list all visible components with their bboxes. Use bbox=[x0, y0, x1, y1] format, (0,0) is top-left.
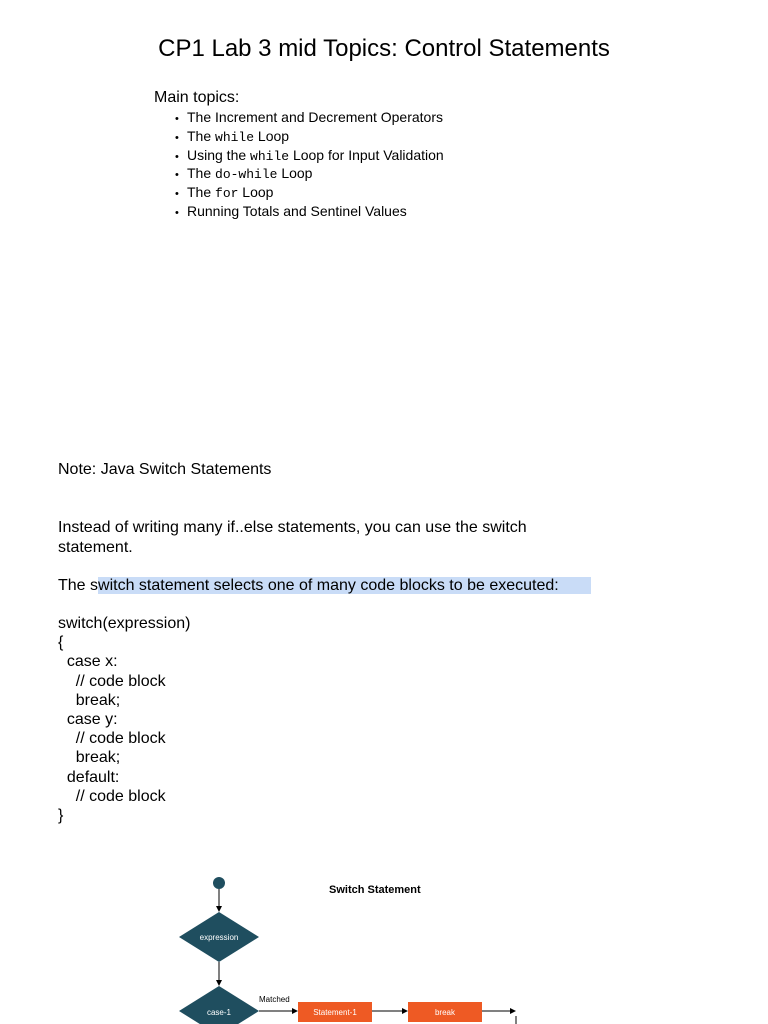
code-line: case x: bbox=[58, 653, 118, 671]
bullet-icon: • bbox=[175, 206, 179, 219]
code-line: case y: bbox=[58, 710, 118, 728]
code-block bbox=[58, 614, 190, 825]
matched-label: Matched bbox=[259, 995, 290, 1004]
arrowhead-icon bbox=[292, 1008, 298, 1014]
code-line: switch(expression) bbox=[58, 615, 191, 632]
arrowhead-icon bbox=[216, 906, 222, 912]
note-sentence: The switch statement selects one of many code blocks to be executed: bbox=[58, 576, 591, 596]
page-title: CP1 Lab 3 mid Topics: Control Statements bbox=[158, 35, 610, 62]
topic-item: • The do-while Loop bbox=[175, 164, 444, 183]
code-line: // code block bbox=[58, 787, 166, 805]
note-heading: Note: Java Switch Statements bbox=[58, 461, 272, 478]
bullet-icon: • bbox=[175, 188, 179, 201]
break-label: break bbox=[434, 1008, 456, 1017]
expression-label: expression bbox=[199, 933, 239, 942]
bullet-icon: • bbox=[175, 169, 179, 182]
topic-item: • The Increment and Decrement Operators bbox=[175, 108, 444, 127]
topic-item: • Using the while Loop for Input Validation bbox=[175, 146, 444, 165]
arrowhead-icon bbox=[216, 980, 222, 986]
topic-item: • The while Loop bbox=[175, 127, 444, 146]
code-line: break; bbox=[58, 691, 121, 709]
topics-heading: Main topics: bbox=[154, 89, 240, 106]
bullet-icon: • bbox=[175, 150, 179, 163]
note-paragraph: Instead of writing many if..else statements, you can use the switch statement. bbox=[58, 519, 527, 556]
code-line: default: bbox=[58, 768, 120, 786]
case-node bbox=[179, 986, 259, 1024]
topics-list bbox=[175, 108, 444, 221]
bullet-icon: • bbox=[175, 131, 179, 144]
topic-item: • The for Loop bbox=[175, 183, 444, 202]
case-label: case-1 bbox=[206, 1008, 232, 1017]
code-keyword: while bbox=[250, 148, 290, 164]
statement-label: Statement-1 bbox=[313, 1008, 357, 1017]
topic-item: • Running Totals and Sentinel Values bbox=[175, 202, 444, 221]
arrowhead-icon bbox=[402, 1008, 408, 1014]
start-node bbox=[213, 877, 225, 889]
code-keyword: for bbox=[215, 186, 239, 202]
highlighted-text[interactable]: witch statement selects one of many code blocks to be executed: bbox=[98, 577, 591, 594]
switch-flowchart bbox=[160, 868, 540, 1024]
arrowhead-icon bbox=[510, 1008, 516, 1014]
code-line: } bbox=[58, 806, 64, 824]
code-line: // code block bbox=[58, 730, 166, 748]
code-line: // code block bbox=[58, 672, 166, 690]
code-keyword: do-while bbox=[215, 167, 278, 183]
code-keyword: while bbox=[215, 129, 255, 145]
code-line: { bbox=[58, 634, 64, 652]
diagram-title: Switch Statement bbox=[329, 884, 421, 896]
code-line: break; bbox=[58, 749, 121, 767]
bullet-icon: • bbox=[175, 113, 179, 125]
